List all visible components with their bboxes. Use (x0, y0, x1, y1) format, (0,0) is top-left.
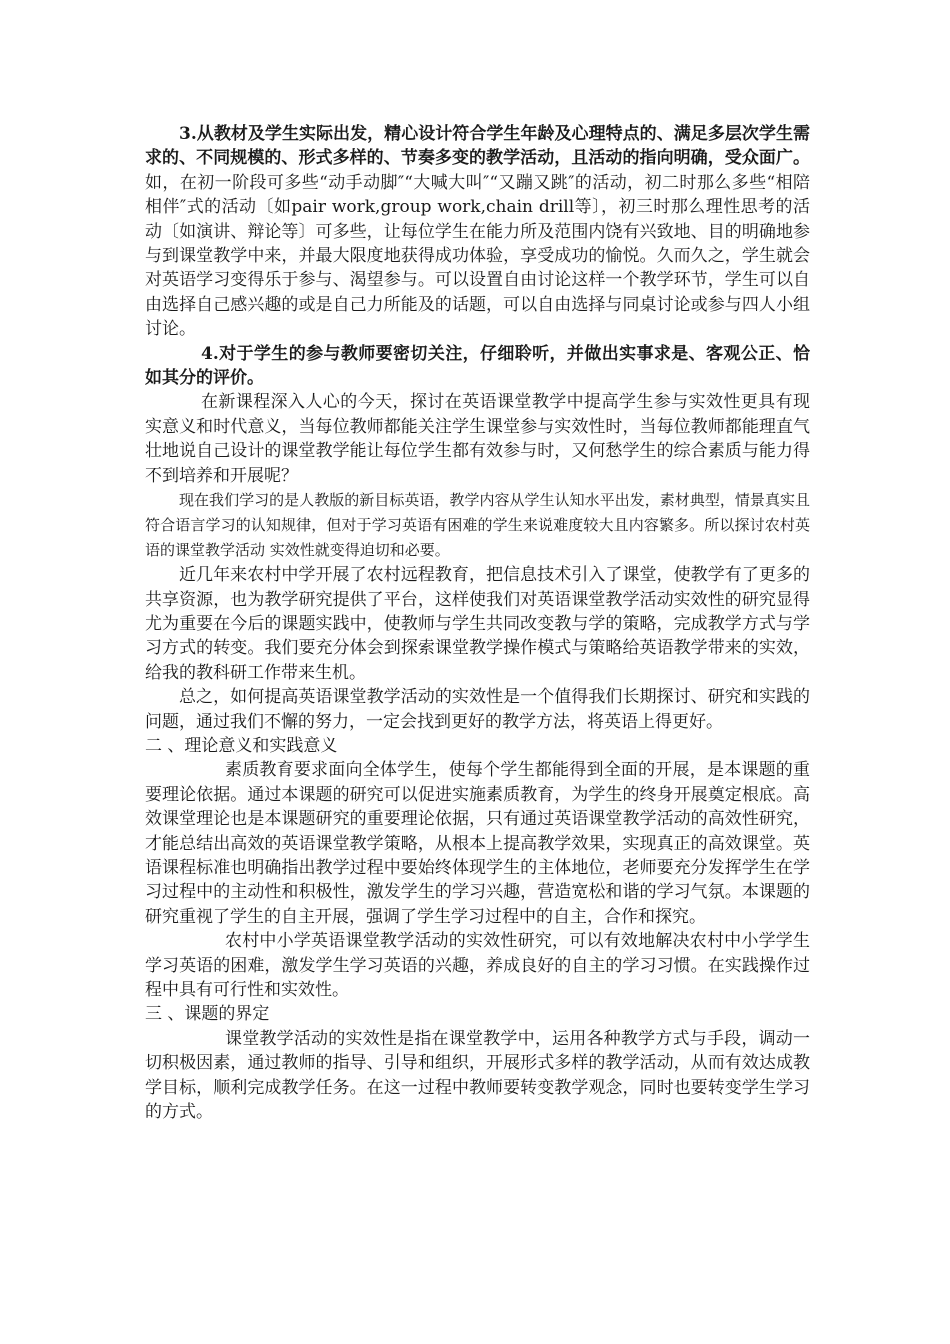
section-heading-2: 二 、理论意义和实践意义 (145, 735, 338, 756)
paragraph-definition: 课堂教学活动的实效性是指在课堂教学中，运用各种教学方式与手段，调动一切积极因素，通过教师的指导、引导和组织，开展形式多样的教学活动，从而有效达成教学目标，顺利完成教学任务。在这一过程中教师要转变教学观念，同时也要转变学生学习的方式。 (145, 1028, 810, 1123)
paragraph-new-curriculum: 在新课程深入人心的今天，探讨在英语课堂教学中提高学生参与实效性更具有现实意义和时代意义，当每位教师都能关注学生课堂参与实效性时，当每位教师都能理直气壮地说自己设计的课堂教学能让每位学生都有效参与时，又何愁学生的综合素质与能力得不到培养和开展呢？ (145, 392, 810, 486)
document-body (145, 122, 810, 1124)
section-heading-3: 三 、课题的界定 (145, 1004, 270, 1025)
paragraph-textbook: 现在我们学习的是人教版的新目标英语，教学内容从学生认知水平出发，素材典型，情景真实且符合语言学习的认知规律，但对于学习英语有困难的学生来说难度较大且内容繁多。所以探讨农村英语的课堂教学活动 实效性就变得迫切和必要。 (145, 491, 810, 560)
paragraph-activity-design (145, 122, 810, 342)
paragraph-practice: 农村中小学英语课堂教学活动的实效性研究，可以有效地解决农村中小学学生学习英语的困难，激发学生学习英语的兴趣，养成良好的自主的学习习惯。在实践操作过程中具有可行性和实效性。 (145, 931, 810, 1000)
paragraph-theory: 素质教育要求面向全体学生，使每个学生都能得到全面的开展，是本课题的重要理论依据。通过本课题的研究可以促进实施素质教育，为学生的终身开展奠定根底。高效课堂理论也是本课题研究的重要理论依据，只有通过英语课堂教学活动的高效性研究，才能总结出高效的英语课堂教学策略，从根本上提高教学效果，实现真正的高效课堂。英语课程标准也明确指出教学过程中要始终体现学生的主体地位，老师要充分发挥学生在学习过程中的主动性和积极性，激发学生的学习兴趣，营造宽松和谐的学习气氛。本课题的研究重视了学生的自主开展，强调了学生学习过程中的自主，合作和探究。 (145, 760, 810, 927)
paragraph-text: 如，在初一阶段可多些“动手动脚″“大喊大叫″“又蹦又跳″的活动，初二时那么多些“相陪相伴″式的活动〔如pair work,group work,chain drill等〕，初三时那么理性思考的活动〔如演讲、辩论等〕可多些，让每位学生在能力所及范围内饶有兴致地、目的明确地参与到课堂教学中来，并最大限度地获得成功体验，享受成功的愉悦。久而久之，学生就会对英语学习变得乐于参与、渴望参与。可以设置自由讨论这样一个教学环节，学生可以自由选择自己感兴趣的或是自己力所能及的话题，可以自由选择与同桌讨论或参与四人小组讨论。 (145, 172, 810, 340)
bold-point-3: 3.从教材及学生实际出发，精心设计符合学生年龄及心理特点的、满足多层次学生需求的、不同规模的、形式多样的、节奏多变的教学活动，且活动的指向明确，受众面广。 (145, 124, 810, 169)
paragraph-remote-education: 近几年来农村中学开展了农村远程教育，把信息技术引入了课堂，使教学有了更多的共享资源，也为教学研究提供了平台，这样使我们对英语课堂教学活动实效性的研究显得尤为重要在今后的课题实践中，使教师与学生共同改变教与学的策略，完成教学方式与学习方式的转变。我们要充分体会到探索课堂教学操作模式与策略给英语教学带来的实效，给我的教科研工作带来生机。 (145, 565, 810, 683)
paragraph-conclusion: 总之，如何提高英语课堂教学活动的实效性是一个值得我们长期探讨、研究和实践的问题，通过我们不懈的努力，一定会找到更好的教学方法，将英语上得更好。 (145, 687, 810, 732)
bold-point-4: 4.对于学生的参与教师要密切关注，仔细聆听，并做出实事求是、客观公正、恰如其分的评价。 (145, 343, 810, 389)
